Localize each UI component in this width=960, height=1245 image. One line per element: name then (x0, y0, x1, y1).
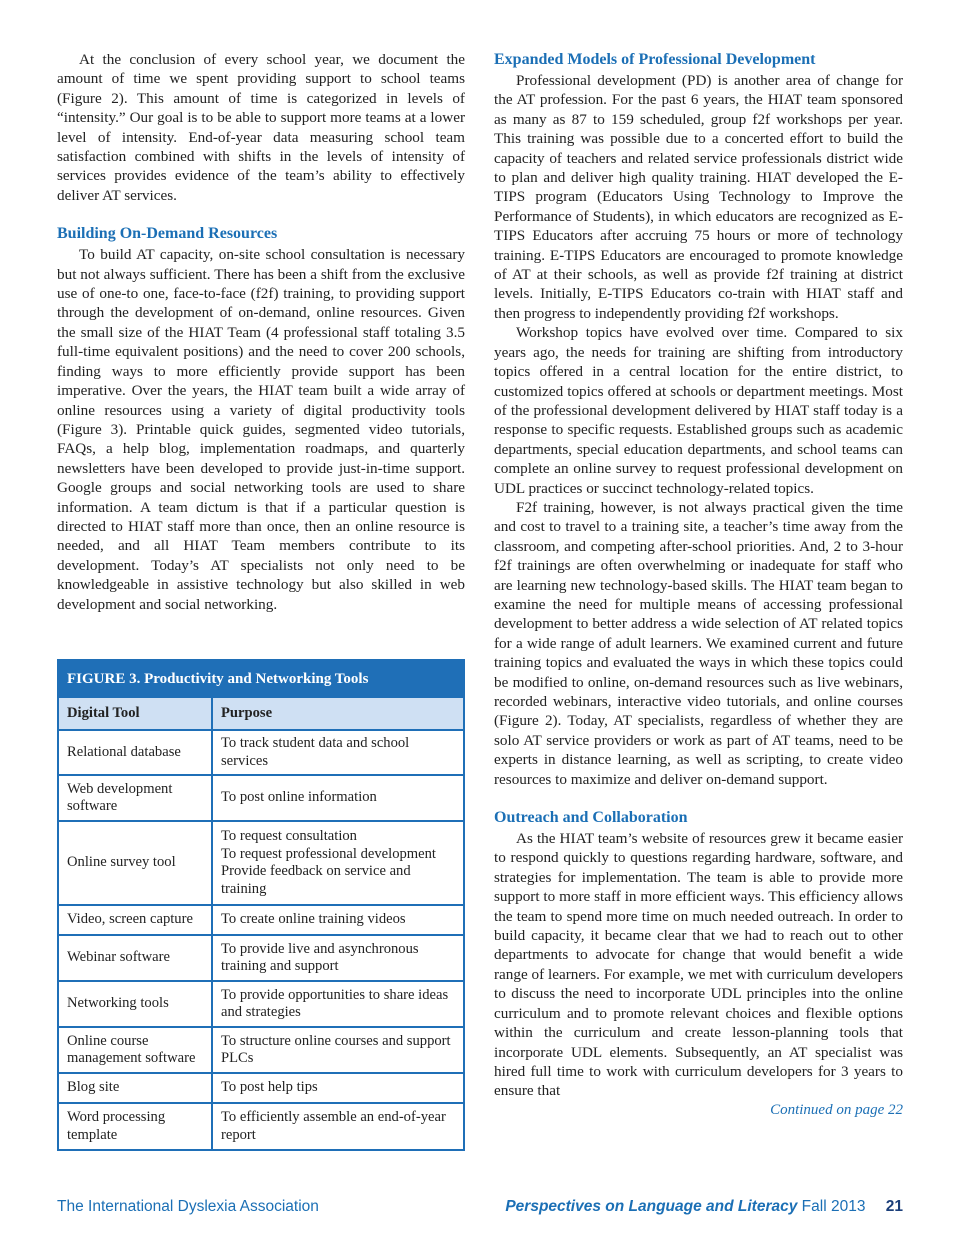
tool-cell: Video, screen capture (59, 905, 212, 935)
tool-cell: Word processing template (59, 1103, 212, 1149)
continued-link[interactable]: Continued on page 22 (770, 1101, 903, 1118)
tool-cell: Online course management software (59, 1027, 212, 1073)
table-row (59, 821, 463, 905)
table-row (59, 981, 463, 1027)
tool-cell: Blog site (59, 1073, 212, 1103)
purpose-cell (212, 935, 463, 981)
purpose-line: Provide feedback on service and training (221, 863, 411, 897)
figure-3 (57, 659, 465, 1151)
figure-title (59, 661, 463, 696)
table-row (59, 775, 463, 821)
purpose-cell (212, 821, 463, 905)
tool-cell: Relational database (59, 730, 212, 775)
tool-cell: Web development software (59, 775, 212, 821)
figure-number: FIGURE 3. (67, 671, 141, 687)
outreach-paragraph: As the HIAT team’s website of resources grew it became easier to respond quickly to questions regarding hardware, software, and strategies for implementation. The team is able to provide more support to more staff in more efficient ways. This efficiency allows the team to spend more time on much needed outreach. In order to build capacity, it became clear that we had to reach out to other departments to advocate for change that would benefit a wide range of learners. For example, we met with curriculum developers to discuss the need to incorporate UDL principles into the online curriculum and to promote relevant choices and flexible options within the curriculum and create lesson-planning tools that incorporate UDL elements. Subsequently, an AT specialist was hired full time to work with curriculum developers for 3 years to ensure that (494, 830, 903, 1100)
table-row (59, 1073, 463, 1103)
on-demand-paragraph: To build AT capacity, on-site school consultation is necessary but not always sufficient. There has been a shift from the exclusive use of one-to one, face-to-face (f2f) training, to providing support through the development of on-demand, online resources. Given the small size of the HIAT Team (4 professional staff totaling 3.5 full-time equivalent positions) and the need to cover 200 schools, finding ways to more efficiently provide support has been imperative. Over the years, the HIAT team built a wide array of online resources using a variety of digital productivity tools (Figure 3). Printable quick guides, segmented video tutorials, FAQs, a help blog, implementation roadmaps, and quarterly newsletters have been developed to provide just-in-time support. Google groups and social networking tools are used to share information. A team dictum is that if a particular question is directed to HIAT staff more than once, then an online resource is needed, and all HIAT Team members contribute to its development. Today’s AT specialists not only need to be knowledgeable in assistive technology but also skilled in web development and social networking. (57, 246, 465, 613)
pd-paragraph-1: Professional development (PD) is another area of change for the AT profession. For the past 6 years, the HIAT team sponsored as many as 87 to 159 scheduled, group f2f workshops per year. This training was possible due to a concerted effort to build the capacity of teachers and related service professionals district wide to plan and deliver high quality training. HIAT developed the E-TIPS program (Educators Using Technology to Improve the Performance of Students), in which educators are recognized as E-TIPS Educators after accruing 75 hours or more of technology training. E-TIPS Educators are encouraged to promote knowledge of AT at their schools, as well as provide f2f training at district levels. Initially, E-TIPS Educators co-train with HIAT staff and then progress to independently providing f2f workshops. (494, 72, 903, 322)
purpose-line: To track student data and school services (221, 735, 410, 769)
table-row (59, 905, 463, 935)
tool-cell: Webinar software (59, 935, 212, 981)
table-row (59, 730, 463, 775)
purpose-line: To provide live and asynchronous training and support (221, 940, 419, 975)
purpose-cell (212, 905, 463, 935)
footer-journal: Perspectives on Language and Literacy (505, 1198, 798, 1215)
purpose-cell (212, 1027, 463, 1073)
pd-paragraph-2: Workshop topics have evolved over time. Compared to six years ago, the needs for training are shifting from introductory topics offered in a central location for the entire district, to customized topics offered at schools or department meetings. Most of the professional development delivered by HIAT staff today is a response to specific requests. Established groups such as academic departments, special education departments, and school teams can complete an online survey to request professional development on UDL practices or succinct technology-related topics. (494, 324, 903, 497)
page-footer (57, 1198, 903, 1220)
left-column (57, 50, 465, 614)
purpose-line: To provide opportunities to share ideas and strategies (221, 986, 449, 1021)
purpose-line: To request consultation (221, 828, 357, 844)
purpose-cell (212, 981, 463, 1027)
footer-journal-info (505, 1198, 903, 1216)
purpose-line: To post online information (221, 789, 377, 806)
purpose-line: To structure online courses and support PLCs (221, 1032, 451, 1067)
table-header-row (59, 697, 463, 730)
column-header-purpose: Purpose (212, 697, 463, 730)
page-number: 21 (885, 1198, 903, 1215)
purpose-line: To post help tips (221, 1079, 318, 1096)
footer-issue: Fall 2013 (801, 1198, 866, 1215)
purpose-line: To request professional development (221, 845, 436, 862)
tool-cell: Networking tools (59, 981, 212, 1027)
purpose-cell (212, 1103, 463, 1149)
section-heading-professional-development: Expanded Models of Professional Development (494, 51, 816, 68)
pd-paragraph-3: F2f training, however, is not always practical given the time and cost to travel to a training site, a teacher’s time away from the classroom, and competing after-school priorities. And, 2 to 3-hour f2f trainings are often overwhelming or inadequate for staff who are learning new technology-based skills. The HIAT team began to examine the need for multiple means of accessing professional development to better address a wide selection of AT related topics for a wide range of adult learners. We examined current and future training topics and evaluated the ways in which these topics could be modified to online, on-demand resources such as live webinars, recorded webinars, interactive video tutorials, and online courses (Figure 2). Today, AT specialists, regardless of whether they are solo AT service providers or work as part of AT teams, need to be experts in distance learning, as well as scripting, to create video resources to maximize and deliver on-demand support. (494, 498, 903, 788)
right-column (494, 50, 903, 1120)
purpose-cell (212, 1073, 463, 1103)
section-heading-on-demand: Building On-Demand Resources (57, 225, 278, 243)
footer-organization: The International Dyslexia Association (57, 1198, 319, 1215)
figure-caption: Productivity and Networking Tools (144, 671, 369, 687)
tool-cell: Online survey tool (59, 821, 212, 905)
table-row (59, 1103, 463, 1149)
purpose-line: To create online training videos (221, 911, 406, 928)
column-header-tool: Digital Tool (59, 697, 212, 730)
purpose-cell (212, 730, 463, 775)
tools-table (59, 696, 463, 1149)
section-heading-outreach: Outreach and Collaboration (494, 809, 688, 827)
intro-paragraph: At the conclusion of every school year, we document the amount of time we spent providing support to school teams (Figure 2). This amount of time is categorized in levels of “intensity.” Our goal is to be able to support more teams at a lower level of intensity. End-of-year data measuring school team satisfaction combined with shifts in the levels of intensity of services provides evidence of the team’s ability to effectively deliver AT services. (57, 51, 465, 204)
purpose-line: To efficiently assemble an end-of-year report (221, 1109, 446, 1143)
table-row (59, 935, 463, 981)
purpose-cell (212, 775, 463, 821)
table-row (59, 1027, 463, 1073)
